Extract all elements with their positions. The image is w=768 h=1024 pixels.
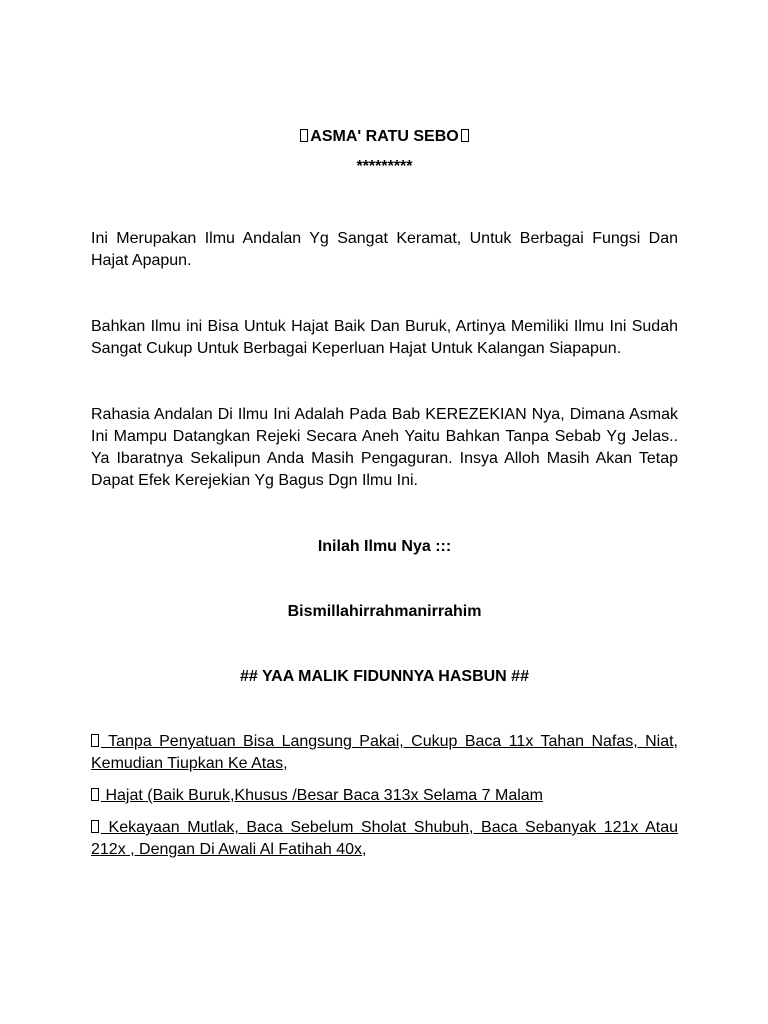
list-item-text: Kekayaan Mutlak, Baca Sebelum Sholat Shubuh, Baca Sebanyak 121x Atau 212x , Dengan Di Awali Al Fatihah 40x, — [91, 819, 678, 858]
document-title — [91, 126, 678, 148]
paragraph-intro: Ini Merupakan Ilmu Andalan Yg Sangat Keramat, Untuk Berbagai Fungsi Dan Hajat Apapun. — [91, 230, 678, 269]
document-body — [91, 126, 678, 861]
list-item — [91, 817, 678, 861]
missing-glyph-icon — [91, 788, 99, 801]
heading-mantra: ## YAA MALIK FIDUNNYA HASBUN ## — [240, 668, 529, 685]
list-item-text: Hajat (Baik Buruk,Khusus /Besar Baca 313x Selama 7 Malam — [105, 787, 543, 804]
missing-glyph-icon — [91, 734, 99, 747]
missing-glyph-icon — [461, 129, 469, 142]
list-item — [91, 731, 678, 775]
missing-glyph-icon — [300, 129, 308, 142]
paragraph-rahasia: Rahasia Andalan Di Ilmu Ini Adalah Pada Bab KEREZEKIAN Nya, Dimana Asmak Ini Mampu Datangkan Rejeki Secara Aneh Yaitu Bahkan Tanpa Sebab Yg Jelas.. Ya Ibaratnya Sekalipun Anda Masih Pengaguran. Insya Alloh Masih Akan Tetap Dapat Efek Kerejekian Yg Bagus Dgn Ilmu Ini. — [91, 406, 678, 489]
missing-glyph-icon — [91, 820, 99, 833]
heading-bismillah: Bismillahirrahmanirrahim — [287, 603, 482, 620]
list-item — [91, 785, 678, 807]
title-text: ASMA' RATU SEBO — [310, 128, 459, 145]
heading-ilmu: Inilah Ilmu Nya ::: — [317, 538, 452, 555]
list-item-text: Tanpa Penyatuan Bisa Langsung Pakai, Cukup Baca 11x Tahan Nafas, Niat, Kemudian Tiupkan Ke Atas, — [91, 733, 678, 772]
paragraph-hajat: Bahkan Ilmu ini Bisa Untuk Hajat Baik Dan Buruk, Artinya Memiliki Ilmu Ini Sudah Sangat Cukup Untuk Berbagai Keperluan Hajat Untuk Kalangan Siapapun. — [91, 318, 678, 357]
stars-separator: ********* — [356, 158, 413, 175]
